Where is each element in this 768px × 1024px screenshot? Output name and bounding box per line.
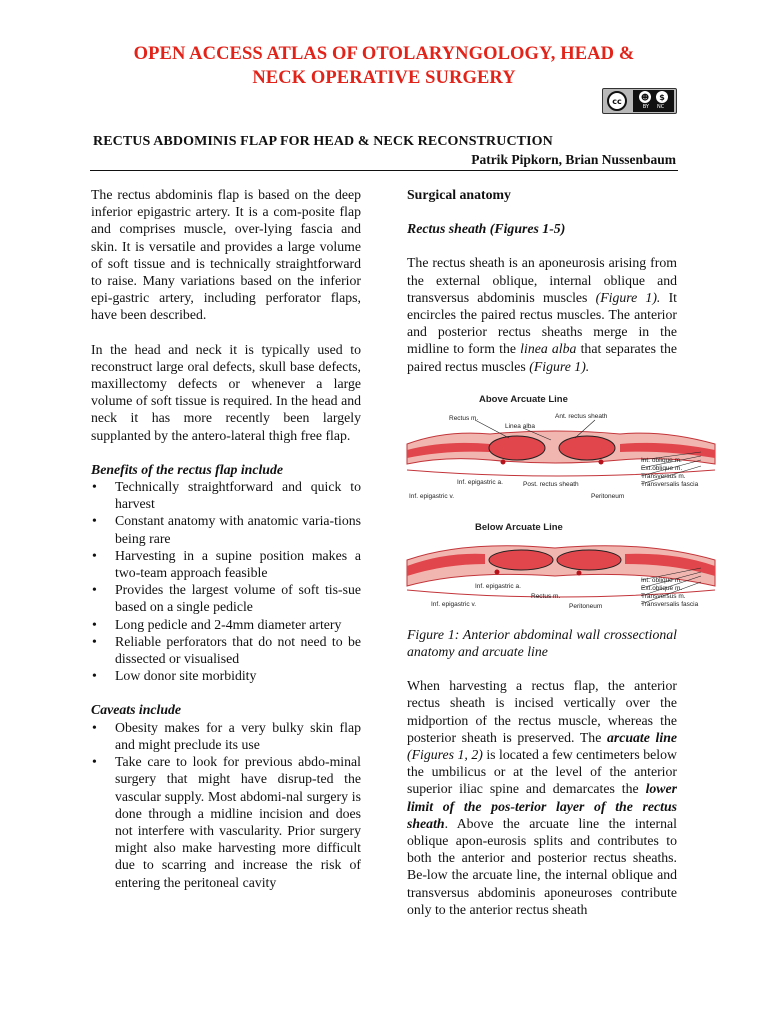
text-run: . Above the arcuate line the internal oblique apon-eurosis splits and contributes to both the anterior and posterior rectus sheaths. Be-low the arcuate line, the internal oblique and transversus abdominis aponeuroses contribute only to the anterior rectus sheath [407,815,677,917]
list-item [91,512,361,546]
left-rectus-muscle [489,550,553,570]
right-epigastric-vessel [599,459,604,464]
lower-limit-term: lower limit of the pos-terior layer of the rectus sheath [407,781,677,831]
bullet: • [92,668,97,684]
label-rectus: Rectus m. [449,414,479,422]
right-column [407,186,699,935]
list-item [91,478,361,512]
subsection-heading: Rectus sheath (Figures 1-5) [407,221,566,237]
label-int-oblique: Int. oblique m. [641,576,682,584]
left-epigastric-vessel [501,459,506,464]
list-item [91,719,361,753]
arcuate-line-term: arcuate line [606,729,677,745]
label-ext-oblique: Ext.oblique m. [641,464,683,472]
cc-logo [605,90,631,112]
rectus-sheath-paragraph [407,254,677,374]
list-item-text: Reliable perforators that do not need to be dissected or visualised [115,633,361,667]
attribution-icon: ☻ [640,92,650,102]
figure-1-abdominal-wall-diagram [405,390,717,620]
list-item-text: Provides the largest volume of soft tis-sue based on a single pedicle [115,582,361,615]
linea-alba-term: linea alba [520,341,577,357]
bullet: • [92,479,97,495]
abdominal-wall-illustration [405,390,717,620]
list-item-text: Long pedicle and 2-4mm diameter artery [115,616,342,632]
creative-commons-license-badge[interactable] [602,88,677,114]
atlas-title [60,42,708,90]
label-inf-epigastric-v: Inf. epigastric v. [409,492,455,500]
figure-reference: (Figures 1, 2) [407,747,483,763]
intro-paragraph-2: In the head and neck it is typically used to reconstruct large oral defects, skull base defects, maxillectomy defects or whenever a large volume of soft tissue is required. In the head and neck it has more recently been largely supplanted by the antero-lateral thigh free flap. [91,341,361,443]
list-item-text: Harvesting in a supine position makes a two-team approach feasible [115,547,361,581]
label-peritoneum: Peritoneum [569,602,603,610]
atlas-title-line-1: OPEN ACCESS ATLAS OF OTOLARYNGOLOGY, HEAD & [133,44,635,64]
below-arcuate-title: Below Arcuate Line [475,521,563,533]
list-item-text: Constant anatomy with anatomic varia-tions being rare [115,513,361,546]
article-title: RECTUS ABDOMINIS FLAP FOR HEAD & NECK RECONSTRUCTION [93,134,553,149]
list-item [91,581,361,615]
list-item [91,547,361,581]
intro-paragraph-1: The rectus abdominis flap is based on the deep inferior epigastric artery. It is a com-posite flap and comprises muscle, over-lying fascia and skin. It is versatile and provides a large volume of soft tissue and is technically straightforward to raise. Many variations based on the inferior epi-gastric artery, including perforator flaps, have been described. [91,187,361,323]
above-arcuate-title: Above Arcuate Line [479,393,568,405]
label-rectus: Rectus m. [531,592,561,600]
text-run: It encircles the paired rectus muscles. The anterior and posterior rectus sheaths merge in the midline to form the [407,289,677,357]
atlas-title-line-2: NECK OPERATIVE SURGERY [252,68,516,88]
list-item [91,667,361,684]
benefits-list [91,478,361,684]
left-column [91,186,361,908]
cc-by-label: BY [642,104,649,110]
label-ant-rectus-sheath: Ant. rectus sheath [555,412,608,420]
bullet: • [92,547,97,563]
left-rectus-muscle [489,436,545,460]
right-rectus-muscle [559,436,615,460]
list-item [91,616,361,633]
label-peritoneum: Peritoneum [591,492,625,500]
label-post-rectus-sheath: Post. rectus sheath [523,480,579,488]
list-item-text: Technically straightforward and quick to harvest [115,479,361,512]
bullet: • [92,633,97,649]
label-linea-alba: Linea alba [505,422,535,430]
cc-terms [633,90,674,112]
text-run: The rectus sheath is an aponeurosis arising from the external oblique, internal oblique and transversus abdominis muscles [407,255,677,305]
label-inf-epigastric-a: Inf. epigastric a. [475,582,521,590]
bullet: • [92,582,97,598]
bullet: • [92,616,97,632]
left-epigastric-vessel [495,569,500,574]
text-run: that separates the paired rectus muscles [407,341,678,374]
list-item [91,633,361,667]
cc-nc-label: NC [656,104,665,110]
right-rectus-muscle [557,550,621,570]
header-divider [90,170,678,171]
bullet: • [92,754,97,770]
label-ext-oblique: Ext.oblique m. [641,584,683,592]
list-item-text: Take care to look for previous abdo-minal surgery that might have disrup-ted the vascular supply. Most abdomi-nal surgery is done through a midline incision and does not interfere with vascularity. Prior surgery might also make harvesting more difficult due to scarring and increase the risk of entering the peritoneal cavity [115,754,361,890]
section-heading: Surgical anatomy [407,187,511,202]
text-run: When harvesting a rectus flap, the anterior rectus sheath is incised vertically over the midportion of the rectus muscle, whereas the posterior sheath is preserved. The [407,678,677,745]
caveats-heading: Caveats include [91,702,182,718]
right-epigastric-vessel [577,570,582,575]
caveats-list [91,719,361,891]
figure-reference: (Figure 1). [529,358,590,374]
label-inf-epigastric-a: Inf. epigastric a. [457,478,503,486]
label-int-oblique: Int. oblique m. [641,456,682,464]
noncommercial-icon: $ [656,91,668,103]
figure-reference: (Figure 1). [595,289,661,305]
label-transversalis-fascia: Transversalis fascia [641,600,699,608]
authors: Patrik Pipkorn, Brian Nussenbaum [471,152,676,167]
label-transversus: Transversus m. [641,472,686,480]
text-run: is located a few centimeters below the umbilicus or at the level of the anterior superior iliac spine and demarcates the [407,747,677,797]
arcuate-line-paragraph [407,677,677,918]
bullet: • [92,719,97,735]
label-transversus: Transversus m. [641,592,686,600]
label-transversalis-fascia: Transversalis fascia [641,480,699,488]
list-item-text: Low donor site morbidity [115,668,257,684]
cc-icon: cc [607,91,627,111]
list-item [91,753,361,891]
list-item-text: Obesity makes for a very bulky skin flap and might preclude its use [115,719,361,752]
benefits-heading: Benefits of the rectus flap include [91,461,283,477]
bullet: • [92,513,97,529]
figure-1-caption: Figure 1: Anterior abdominal wall crossectional anatomy and arcuate line [407,626,677,660]
label-inf-epigastric-v: Inf. epigastric v. [431,600,477,608]
